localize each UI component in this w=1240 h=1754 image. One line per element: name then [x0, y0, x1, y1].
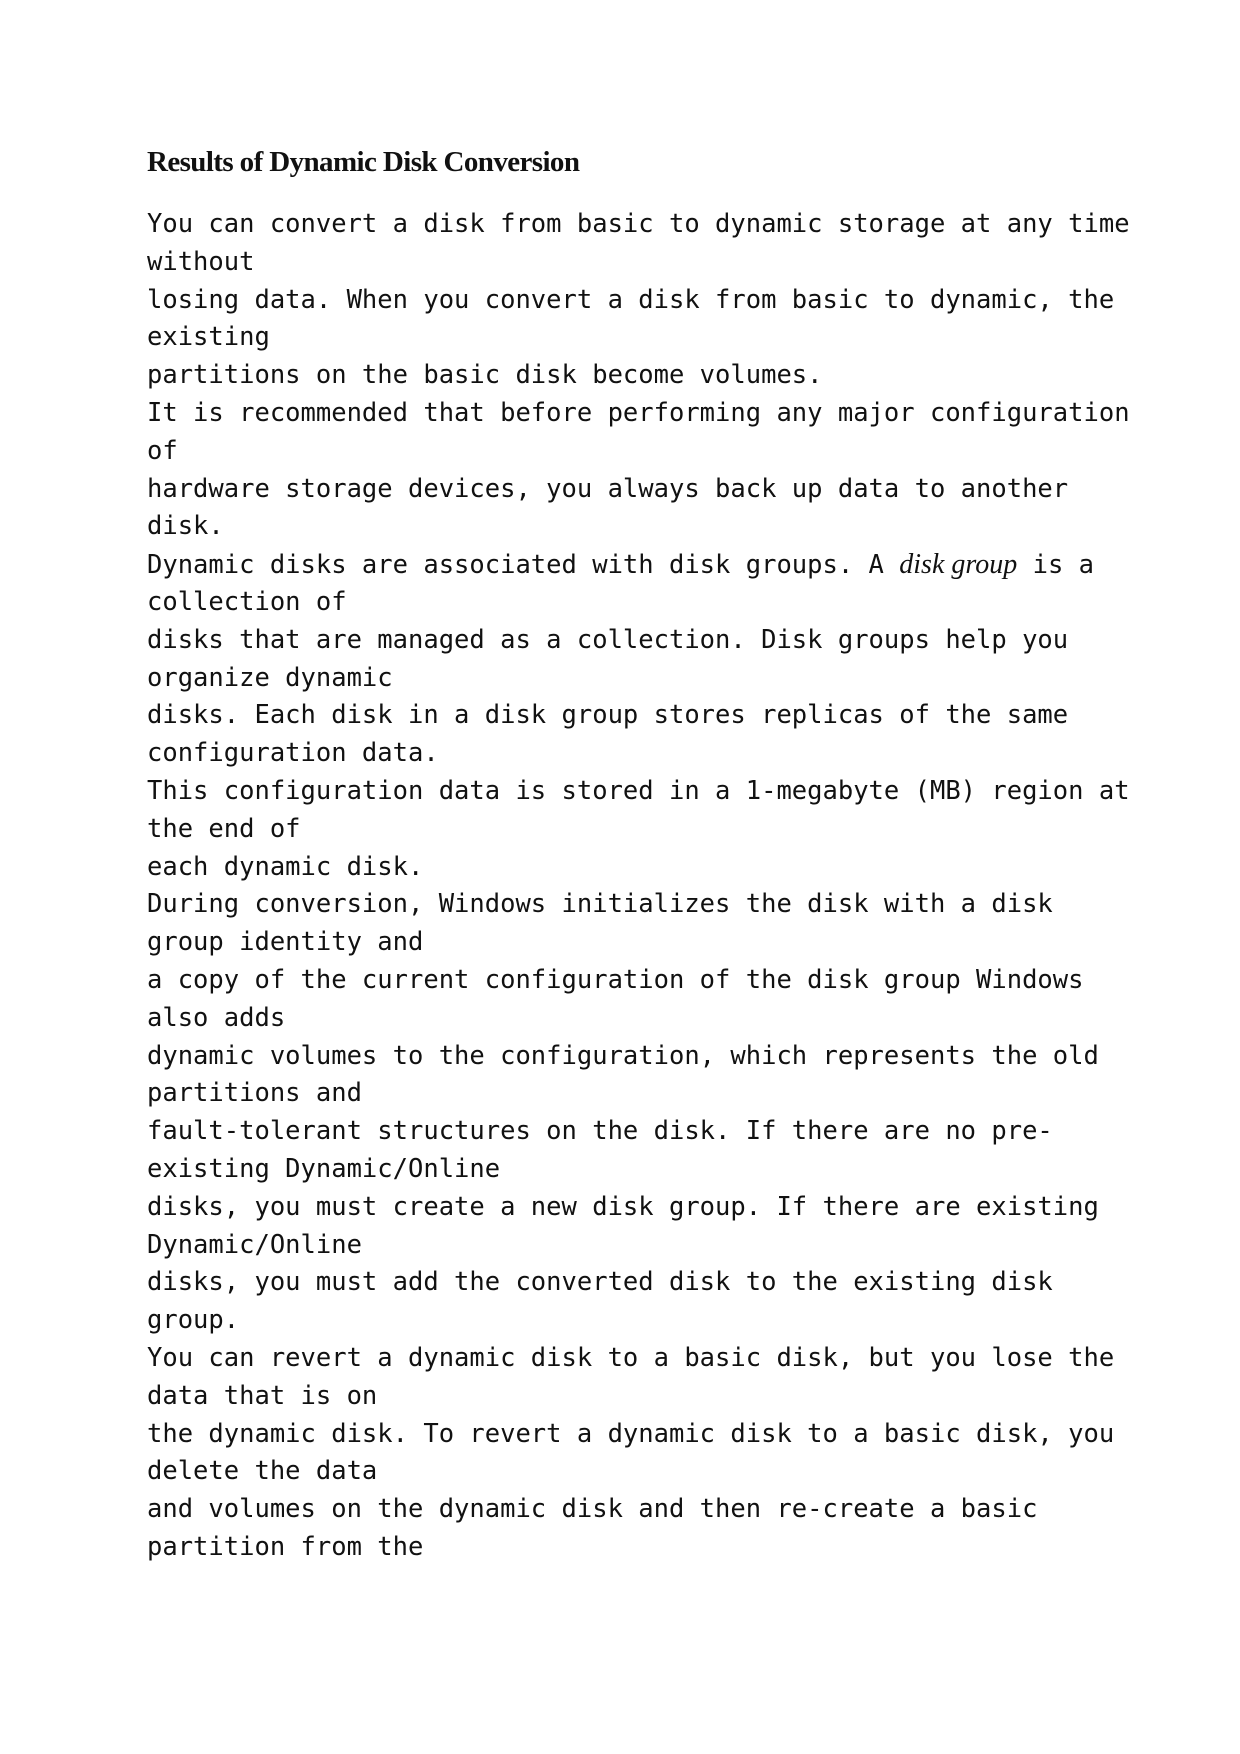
text-line: group.	[147, 1305, 240, 1336]
text-line: and volumes on the dynamic disk and then re-create a basic	[147, 1494, 1038, 1525]
text-line: You can convert a disk from basic to dynamic storage at any time	[147, 209, 1130, 239]
text-line: configuration data.	[147, 738, 439, 769]
text-line: It is recommended that before performing any major configuration	[147, 397, 1130, 428]
text-line: collection of	[147, 586, 347, 617]
text-line: each dynamic disk.	[147, 851, 424, 882]
text-line	[147, 546, 1147, 584]
text-line: delete the data	[147, 1456, 378, 1487]
text-line: hardware storage devices, you always back up data to another	[147, 473, 1069, 504]
text-line: disks, you must create a new disk group. If there are existing	[147, 1191, 1099, 1222]
text-line: disks, you must add the converted disk to the existing disk	[147, 1267, 1053, 1298]
text-line: organize dynamic	[147, 662, 393, 693]
text-segment: is a	[1017, 550, 1094, 581]
text-line: losing data. When you convert a disk from basic to dynamic, the	[147, 284, 1115, 315]
text-line: also adds	[147, 1002, 286, 1033]
text-line: group identity and	[147, 927, 424, 958]
text-line: partitions on the basic disk become volumes.	[147, 360, 823, 391]
text-line: disks. Each disk in a disk group stores replicas of the same	[147, 700, 1069, 731]
text-line: disk.	[147, 511, 224, 542]
text-line: Dynamic/Online	[147, 1229, 362, 1260]
document-heading: Results of Dynamic Disk Conversion	[147, 146, 580, 178]
document-body	[147, 206, 1147, 1567]
text-segment: Dynamic disks are associated with disk groups. A	[147, 550, 900, 581]
text-line: partitions and	[147, 1078, 362, 1109]
text-line: fault-tolerant structures on the disk. If there are no pre-	[147, 1116, 1053, 1147]
text-line: existing	[147, 322, 270, 353]
text-line: of	[147, 435, 178, 466]
text-line: existing Dynamic/Online	[147, 1153, 501, 1184]
text-line: the end of	[147, 813, 301, 844]
text-line: a copy of the current configuration of the disk group Windows	[147, 964, 1084, 995]
text-line: data that is on	[147, 1380, 378, 1411]
text-line: without	[147, 246, 255, 277]
text-line: This configuration data is stored in a 1-megabyte (MB) region at	[147, 775, 1130, 806]
text-line: dynamic volumes to the configuration, which represents the old	[147, 1040, 1099, 1071]
text-line: You can revert a dynamic disk to a basic disk, but you lose the	[147, 1342, 1115, 1373]
text-line: During conversion, Windows initializes the disk with a disk	[147, 889, 1053, 920]
term-disk-group: disk group	[899, 549, 1018, 581]
text-line: disks that are managed as a collection. Disk groups help you	[147, 624, 1069, 655]
text-line: partition from the	[147, 1531, 424, 1562]
text-line: the dynamic disk. To revert a dynamic disk to a basic disk, you	[147, 1418, 1115, 1449]
